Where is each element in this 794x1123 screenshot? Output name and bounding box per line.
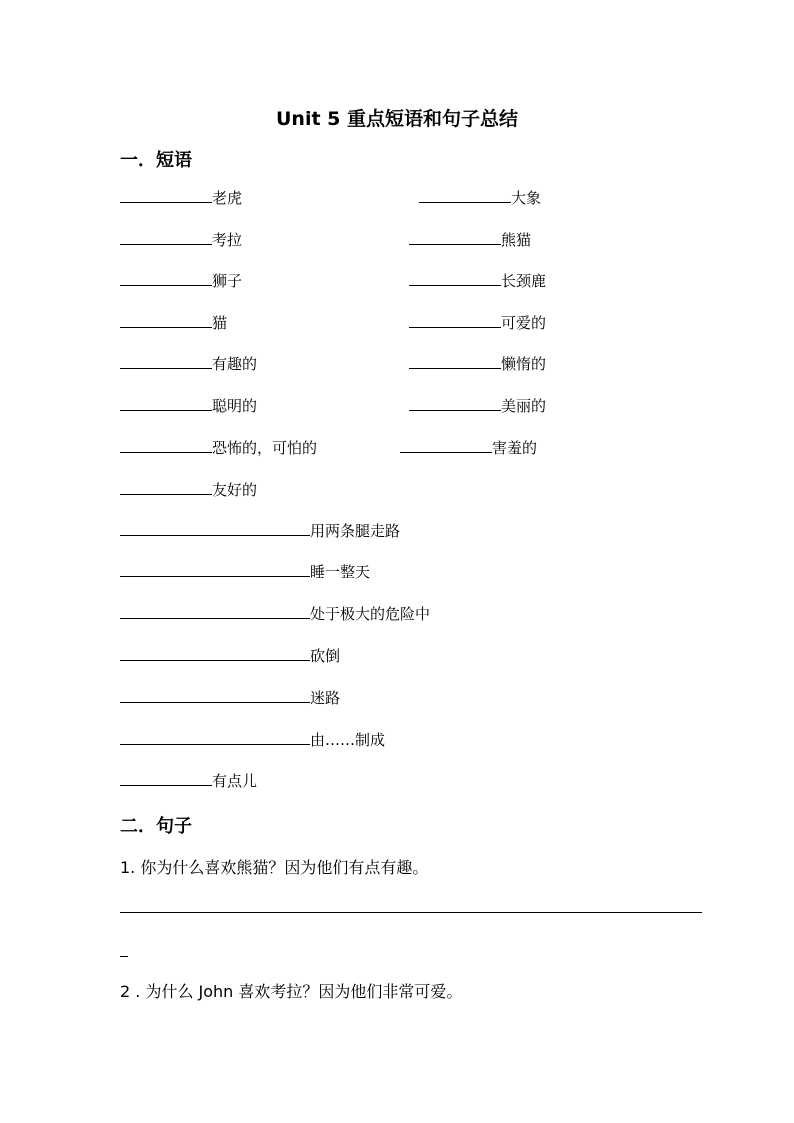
answer-blank[interactable] [120,480,212,495]
phrase-row [419,188,541,208]
answer-blank[interactable] [120,438,212,453]
phrase-row [409,271,546,291]
answer-blank[interactable] [120,396,212,411]
answer-blank[interactable] [120,562,310,577]
phrase-label: 聪明的 [212,397,258,415]
phrase-label: 处于极大的危险中 [310,605,431,623]
answer-blank[interactable] [409,313,501,328]
phrase-label: 害羞的 [492,439,538,457]
phrase-label: 长颈鹿 [501,272,547,290]
answer-blank[interactable] [400,438,492,453]
phrase-label: 懒惰的 [501,355,547,373]
phrase-row [409,313,546,333]
phrase-row [120,730,385,750]
phrase-row [120,230,242,250]
phrase-row [409,354,546,374]
phrase-row [120,771,257,791]
phrase-row [120,271,242,291]
phrase-row [120,480,257,500]
phrase-label: 有点儿 [212,772,258,790]
phrase-label: 由……制成 [310,731,386,749]
answer-blank[interactable] [120,271,212,286]
phrase-row [409,230,531,250]
answer-blank[interactable] [120,313,212,328]
answer-blank[interactable] [409,271,501,286]
phrase-label: 狮子 [212,272,243,290]
phrase-label: 猫 [212,314,228,332]
phrase-row [120,313,227,333]
answer-blank[interactable] [409,396,501,411]
phrase-row [120,604,430,624]
answer-blank[interactable] [120,230,212,245]
phrase-label: 用两条腿走路 [310,522,401,540]
answer-blank[interactable] [120,188,212,203]
page-title: Unit 5 重点短语和句子总结 [275,108,518,130]
section-sentences-heading: 二．句子 [120,816,192,837]
phrase-label: 大象 [511,189,542,207]
phrase-row [120,438,317,458]
answer-blank[interactable] [409,354,501,369]
phrase-row [120,646,340,666]
phrase-label: 有趣的 [212,355,258,373]
phrase-label: 友好的 [212,481,258,499]
phrase-label: 睡一整天 [310,563,371,581]
phrase-label: 美丽的 [501,397,547,415]
sentence-item: 2 . 为什么 John 喜欢考拉？因为他们非常可爱。 [120,982,463,1001]
phrase-label: 考拉 [212,231,243,249]
answer-blank[interactable] [120,730,310,745]
answer-blank[interactable] [409,230,501,245]
phrase-row [120,188,242,208]
phrase-label: 可爱的 [501,314,547,332]
phrase-row [120,521,400,541]
phrase-row [120,354,257,374]
answer-blank[interactable] [419,188,511,203]
answer-blank[interactable] [120,688,310,703]
phrase-label: 迷路 [310,689,341,707]
phrase-row [120,688,340,708]
section-phrases-heading: 一．短语 [120,150,192,171]
answer-blank[interactable] [120,521,310,536]
answer-blank[interactable] [120,354,212,369]
phrase-label: 砍倒 [310,647,341,665]
answer-blank[interactable] [120,646,310,661]
sentence-item: 1. 你为什么喜欢熊猫？因为他们有点有趣。 [120,858,429,877]
phrase-label: 老虎 [212,189,243,207]
phrase-row [409,396,546,416]
phrase-row [120,562,370,582]
answer-blank[interactable] [120,604,310,619]
phrase-row [120,396,257,416]
answer-blank[interactable] [120,771,212,786]
answer-line[interactable] [120,912,702,913]
phrase-label: 熊猫 [501,231,532,249]
phrase-label: 恐怖的，可怕的 [212,439,318,457]
line-mark [120,956,128,957]
phrase-row [400,438,537,458]
